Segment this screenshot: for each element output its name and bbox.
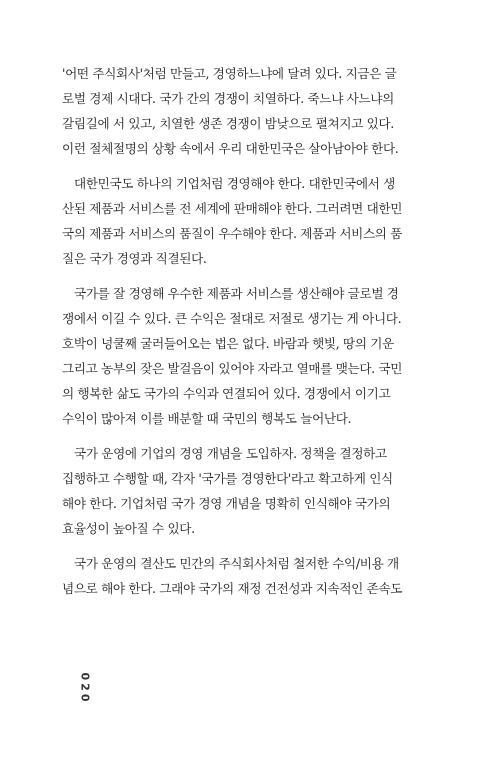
- text-line: 의 행복한 삶도 국가의 수익과 연결되어 있다. 경쟁에서 이기고: [62, 386, 391, 401]
- text-line: '어떤 주식회사'처럼 만들고, 경영하느냐에 달려 있다. 지금은 글: [62, 66, 397, 81]
- text-line: 념으로 해야 한다. 그래야 국가의 재정 건전성과 지속적인 존속도: [62, 581, 403, 596]
- page-number: [78, 668, 92, 708]
- paragraph-2: [62, 171, 445, 271]
- text-line: 해야 한다. 기업처럼 국가 경영 개념을 명확히 인식해야 국가의: [62, 496, 391, 511]
- text-line: 로벌 경제 시대다. 국가 간의 경쟁이 치열하다. 죽느냐 사느냐의: [62, 91, 394, 106]
- paragraph-3: [62, 281, 445, 431]
- text-line: 집행하고 수행할 때, 각자 '국가를 경영한다'라고 확고하게 인식: [62, 471, 393, 486]
- text-line: 대한민국도 하나의 기업처럼 경영해야 한다. 대한민국에서 생: [74, 176, 395, 191]
- paragraph-1: [62, 61, 445, 161]
- text-line: 갈림길에 서 있고, 치열한 생존 경쟁이 밤낮으로 펼쳐지고 있다.: [62, 116, 394, 131]
- page-number-label: 020: [78, 672, 92, 704]
- paragraph-5: [62, 551, 445, 601]
- body-text: [62, 61, 445, 601]
- text-line: 효율성이 높아질 수 있다.: [62, 521, 195, 536]
- text-line: 국가 운영에 기업의 경영 개념을 도입하자. 정책을 결정하고: [74, 446, 387, 461]
- text-line: 이런 절체절명의 상황 속에서 우리 대한민국은 살아남아야 한다.: [62, 141, 399, 156]
- paragraph-4: [62, 441, 445, 541]
- text-line: 국가를 잘 경영해 우수한 제품과 서비스를 생산해야 글로벌 경: [74, 286, 399, 301]
- text-line: 수익이 많아져 이를 배분할 때 국민의 행복도 늘어난다.: [62, 411, 352, 426]
- text-line: 산된 제품과 서비스를 전 세계에 판매해야 한다. 그러려면 대한민: [62, 201, 403, 216]
- text-line: 질은 국가 경영과 직결된다.: [62, 251, 207, 266]
- text-line: 국가 운영의 결산도 민간의 주식회사처럼 철저한 수익/비용 개: [74, 556, 399, 571]
- text-line: 그리고 농부의 잦은 발걸음이 있어야 자라고 열매를 맺는다. 국민: [62, 361, 403, 376]
- text-line: 쟁에서 이길 수 있다. 큰 수익은 절대로 저절로 생기는 게 아니다.: [62, 311, 402, 326]
- text-line: 국의 제품과 서비스의 품질이 우수해야 한다. 제품과 서비스의 품: [62, 226, 403, 241]
- text-line: 호박이 넝쿨째 굴러들어오는 법은 없다. 바람과 햇빛, 땅의 기운: [62, 336, 394, 351]
